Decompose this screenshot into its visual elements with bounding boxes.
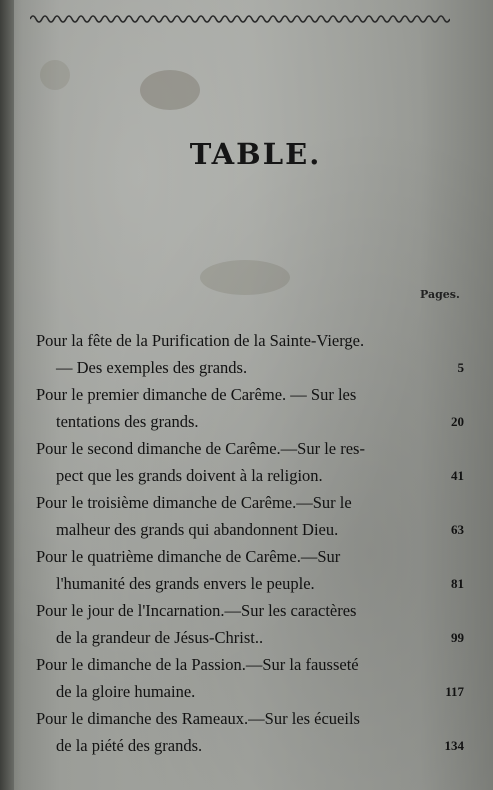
toc-entry: [36, 489, 472, 543]
toc-entry: [36, 381, 472, 435]
entry-subject: de la grandeur de Jésus-Christ..: [56, 628, 264, 647]
entry-heading: Pour le premier dimanche de Carême. — Sur les: [36, 385, 357, 404]
entry-heading: Pour le troisième dimanche de Carême.—Sur le: [36, 493, 352, 512]
pages-column-label: Pages.: [420, 288, 460, 301]
toc-entry: [36, 543, 472, 597]
entry-subject: tentations des grands.: [56, 412, 199, 431]
entry-subject: malheur des grands qui abandonnent Dieu.: [56, 520, 339, 539]
entry-page-number: 63: [451, 522, 464, 537]
entry-subject: de la piété des grands.: [56, 736, 203, 755]
entry-page-number: 81: [451, 576, 464, 591]
toc-entry: [36, 597, 472, 651]
decorative-wavy-rule: [30, 12, 450, 26]
entry-page-number: 134: [444, 738, 464, 753]
entry-subject: — Des exemples des grands.: [56, 358, 248, 377]
entry-page-number: 117: [445, 684, 464, 699]
entry-page-number: 99: [451, 630, 464, 645]
entry-page-number: 5: [457, 360, 464, 375]
paper-stain: [40, 60, 70, 90]
entry-page-number: 41: [451, 468, 464, 483]
entry-page-number: 20: [451, 414, 464, 429]
entry-heading: Pour le jour de l'Incarnation.—Sur les caractères: [36, 601, 357, 620]
paper-stain: [140, 70, 200, 110]
entry-subject: de la gloire humaine.: [56, 682, 196, 701]
book-spine-shadow: [0, 0, 14, 790]
entry-heading: Pour la fête de la Purification de la Sainte-Vierge.: [36, 331, 365, 350]
toc-entry: [36, 651, 472, 705]
entry-heading: Pour le dimanche de la Passion.—Sur la fausseté: [36, 655, 359, 674]
toc-entry: [36, 435, 472, 489]
paper-stain: [200, 260, 290, 295]
entry-heading: Pour le second dimanche de Carême.—Sur le res-: [36, 439, 365, 458]
page-title: TABLE.: [189, 137, 322, 171]
entry-heading: Pour le dimanche des Rameaux.—Sur les écueils: [36, 709, 360, 728]
entry-heading: Pour le quatrième dimanche de Carême.—Sur: [36, 547, 341, 566]
toc-entry: [36, 327, 472, 381]
entry-subject: l'humanité des grands envers le peuple.: [56, 574, 315, 593]
toc-entry: [36, 705, 472, 759]
entry-subject: pect que les grands doivent à la religion.: [56, 466, 323, 485]
